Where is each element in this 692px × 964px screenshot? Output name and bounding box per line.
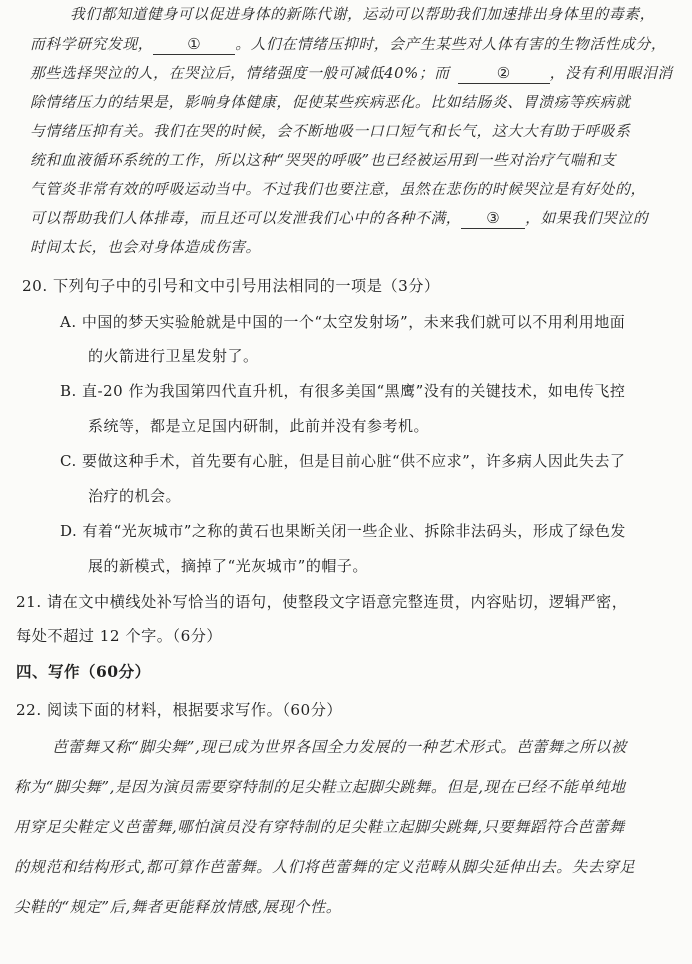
blank-2: ② xyxy=(458,65,550,84)
material-line-4: 的规范和结构形式,都可算作芭蕾舞。人们将芭蕾舞的定义范畴从脚尖延伸出去。失去穿足 xyxy=(14,858,636,876)
passage-line-5: 与情绪压抑有关。我们在哭的时候，会不断地吸一口口短气和长气，这大大有助于呼吸系 xyxy=(30,123,631,140)
passage-line-3 xyxy=(30,64,673,84)
passage-line-8 xyxy=(30,209,648,229)
material-line-1: 芭蕾舞又称“脚尖舞”,现已成为世界各国全力发展的一种艺术形式。芭蕾舞之所以被 xyxy=(52,738,627,756)
passage-line-2b: 。人们在情绪压抑时，会产生某些对人体有害的生物活性成分， xyxy=(235,36,667,53)
passage-line-2 xyxy=(30,35,666,55)
question-21-line-2: 每处不超过 12 个字。（6分） xyxy=(16,627,223,645)
passage-line-3b: ，没有利用眼泪消 xyxy=(549,65,673,82)
passage-line-7: 气管炎非常有效的呼吸运动当中。不过我们也要注意，虽然在悲伤的时候哭泣是有好处的， xyxy=(30,181,646,198)
option-d-line-2: 展的新模式，摘掉了“光灰城市”的帽子。 xyxy=(88,557,368,575)
material-line-5: 尖鞋的“规定”后,舞者更能释放情感,展现个性。 xyxy=(14,898,342,916)
passage-line-6: 统和血液循环系统的工作，所以这种“哭哭的呼吸”也已经被运用到一些对治疗气喘和支 xyxy=(30,152,617,169)
option-b-line-2: 系统等，都是立足国内研制，此前并没有参考机。 xyxy=(88,417,430,435)
passage-line-3a: 那些选择哭泣的人，在哭泣后，情绪强度一般可减低40%；而 xyxy=(30,65,450,82)
option-a-line-2: 的火箭进行卫星发射了。 xyxy=(88,347,259,365)
material-line-2: 称为“脚尖舞”,是因为演员需要穿特制的足尖鞋立起脚尖跳舞。但是,现在已经不能单纯地 xyxy=(14,778,626,796)
passage-line-8b: ，如果我们哭泣的 xyxy=(525,210,649,227)
material-line-3: 用穿足尖鞋定义芭蕾舞,哪怕演员没有穿特制的足尖鞋立起脚尖跳舞,只要舞蹈符合芭蕾舞 xyxy=(14,818,625,836)
option-c-line-2: 治疗的机会。 xyxy=(88,487,182,505)
passage-line-1: 我们都知道健身可以促进身体的新陈代谢，运动可以帮助我们加速排出身体里的毒素， xyxy=(70,6,656,23)
section-heading-writing: 四、写作（60分） xyxy=(16,662,151,681)
option-c-line-1: C. 要做这种手术，首先要有心脏，但是目前心脏“供不应求”，许多病人因此失去了 xyxy=(60,452,626,470)
question-21-line-1: 21. 请在文中横线处补写恰当的语句，使整段文字语意完整连贯，内容贴切，逻辑严密， xyxy=(16,593,628,611)
option-d-line-1: D. 有着“光灰城市”之称的黄石也果断关闭一些企业、拆除非法码头，形成了绿色发 xyxy=(60,522,626,540)
passage-line-8a: 可以帮助我们人体排毒，而且还可以发泄我们心中的各种不满， xyxy=(30,210,462,227)
option-b-line-1: B. 直-20 作为我国第四代直升机，有很多美国“黑鹰”没有的关键技术，如电传飞控 xyxy=(60,382,626,400)
blank-1: ① xyxy=(153,36,235,55)
passage-line-9: 时间太长，也会对身体造成伤害。 xyxy=(30,239,261,256)
passage-line-2a: 而科学研究发现， xyxy=(30,36,154,53)
passage-line-4: 除情绪压力的结果是，影响身体健康，促使某些疾病恶化。比如结肠炎、胃溃疡等疾病就 xyxy=(30,94,631,111)
question-22-stem: 22. 阅读下面的材料，根据要求写作。（60分） xyxy=(16,701,343,719)
option-a-line-1: A. 中国的梦天实验舱就是中国的一个“太空发射场”，未来我们就可以不用利用地面 xyxy=(60,313,626,331)
question-20-stem: 20. 下列句子中的引号和文中引号用法相同的一项是（3分） xyxy=(22,277,440,295)
blank-3: ③ xyxy=(461,210,525,229)
